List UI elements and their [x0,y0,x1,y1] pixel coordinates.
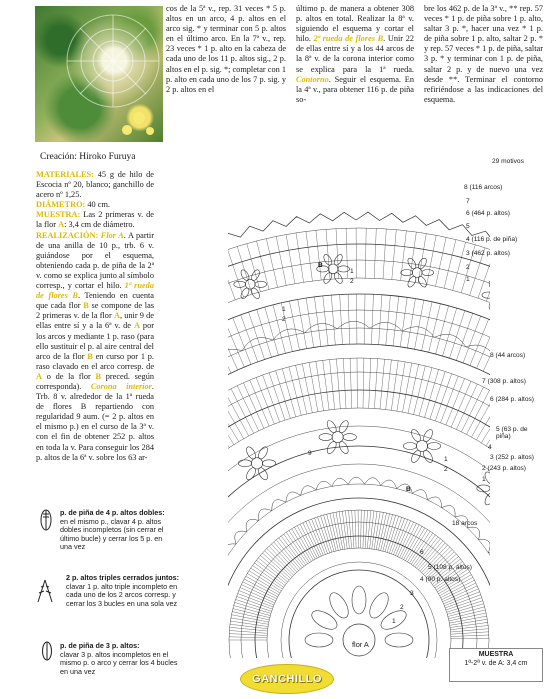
puff-stitch-3-icon [40,640,54,662]
flower-a-text: . A partir de una anilla de 10 p., trb. 6 v. guiándose por el esquema, obteniendo cada p. de piña de la 2ª v. como se explica junto al símbolo corresp., y cortar el hilo. [36,230,154,291]
petal [417,257,428,270]
stitch-mark [430,372,445,420]
petal [239,269,250,282]
stitch-mark [436,306,449,354]
petal [352,586,366,614]
stitch-mark [379,295,382,345]
credit-line: Creación: Hiroko Furuya [40,152,136,162]
flower-ref: A [36,371,42,381]
chain-arc [286,492,301,502]
right-text-column-1 [296,4,414,105]
stitch-mark [228,321,244,367]
stitch-mark [345,511,349,549]
stitch-mark [413,535,435,566]
label-flower-row-1: 1 [282,306,286,313]
stitch-mark [265,307,279,355]
stitch-mark [256,560,286,583]
chain-arc [305,323,337,332]
stitch-mark [447,601,483,613]
stitch-mark [282,369,296,417]
stitch-mark [414,366,426,415]
stitch-mark [230,627,268,631]
petal [487,298,490,311]
gauge-text: Las 2 primeras v. de la flor [36,210,154,230]
stitch-mark [228,324,238,370]
stitch-mark [339,512,345,550]
petal [366,590,392,621]
stitch-mark [374,359,377,409]
stitch-mark [483,326,490,371]
stitch-mark [237,596,273,609]
stitch-mark [253,565,284,587]
flower-b-motif [401,257,434,289]
stitch-mark [444,240,456,289]
stitch-mark [229,631,267,634]
flower-b-motif [238,445,275,481]
stitch-mark [260,555,289,580]
round-text: en curso por 1 p. raso clavado en el arco corresp. de [36,351,154,371]
stitch-mark [323,360,329,410]
stitch-mark [453,242,466,290]
stitch-mark [372,511,377,549]
gauge-text-2: : 3,4 cm de diámetro. [64,220,135,230]
label-flower-a: flor A [352,640,369,649]
chain-arc [466,345,490,360]
diameter-paragraph [36,200,154,210]
flower-ref: B [95,371,102,381]
stitch-mark [407,299,415,348]
stitch-mark [286,235,295,284]
stitch-mark [419,368,432,416]
gauge-box [449,648,543,682]
stitch-mark [409,531,430,563]
label-flower-row-1: 1 [350,268,354,275]
flower-a-label: Flor A [100,230,124,240]
stitch-mark [237,386,259,431]
stitch-mark [463,316,481,363]
petal [403,443,416,450]
stitch-mark [383,229,386,279]
flower-ref: B [83,301,89,311]
instructions-paragraph [36,231,154,463]
stitch-mark [408,364,419,413]
stitch-mark [394,520,408,555]
petal [305,633,333,647]
stitch-spokes [228,228,490,651]
round-text: se compone de las 2 primeras v. de la flor [36,301,154,321]
gauge-paragraph [36,210,154,230]
stitch-mark [436,237,447,286]
stitch-mark [369,358,371,408]
stitch-mark [249,312,265,359]
stitch-mark [228,250,244,297]
right-column-1-paragraph [296,4,414,105]
stitch-mark [445,595,481,608]
chain-arc [235,531,247,544]
stitch-mark [231,389,254,434]
stitch-mark [324,515,334,552]
stitch-mark [289,301,299,350]
stitch-mark [241,585,275,601]
label-inner-row-4: 4 [488,444,492,451]
stitch-mark [348,294,350,344]
stitch-mark [336,359,340,409]
label-inner-row-3: 3 (252 p. altos) [490,454,534,461]
right-column-text: . Seguir el esquema. En la 4ª v., para obtener 116 p. de piña so- [296,74,414,104]
label-flower-row-2: 2 [350,278,354,285]
stitch-mark [397,362,405,411]
stitch-mark [343,358,346,408]
label-outer-row-5: 5 [466,223,470,230]
realization-label: REALIZACIÓN: [36,230,99,240]
stitch-mark [269,373,285,420]
stitch-mark [393,296,399,346]
flower-center [328,264,338,274]
stitch-mark [352,510,354,548]
round-text: , unir 9 de ellas entre sí y a la 6ª v. de [36,311,154,331]
round-text: . Teniendo en cuenta que cada flor [36,291,154,311]
stitch-mark [330,360,335,410]
stitch-mark [284,534,306,565]
doily-photo-art [35,6,163,142]
stitch-mark [387,516,399,552]
gauge-flower-ref: A [58,220,65,230]
stitch-mark [355,510,356,548]
petal [326,590,352,621]
gauge-box-text: 1ª-2ª v. de A: 3,4 cm [464,660,528,667]
stitch-mark [401,231,407,281]
stitch-mark [363,358,364,408]
diameter-text: 40 cm. [85,200,110,210]
legend-puff-3 [60,642,178,676]
stitch-mark [450,622,488,627]
puff-stitch-4-icon [38,508,54,534]
stitch-mark [230,621,268,627]
chain-arc [273,329,305,340]
label-outer-row-2: 2 [466,264,470,271]
stitch-mark [425,370,439,418]
stitch-mark [254,563,285,586]
label-outer-row-1: 1 [466,276,470,283]
stitch-mark [451,632,489,634]
stitch-mark [446,598,482,610]
stitch-mark [229,637,267,638]
flower-center [416,440,427,451]
chain-arc [337,321,370,329]
stitch-mark [276,540,300,569]
materials-text: 45 g de hilo de Escocia nº 20, blanco; ganchillo de acero nº 1,25. [36,170,154,200]
label-motifs: 29 motivos [492,158,524,165]
label-center-row-4: 4 (90 p. altos) [420,576,461,583]
flower-b-motif [234,269,267,300]
gauge-label: MUESTRA: [36,210,81,220]
stitch-mark [342,511,347,549]
legend-triple-together [66,574,184,608]
stitch-mark [472,393,491,437]
stitch-mark [257,241,270,290]
stitch-mark [228,402,234,444]
label-outer-row-3: 3 (462 p. altos) [466,250,510,257]
stitch-mark [340,295,343,345]
label-center-row-1: 1 [392,618,396,625]
petal [255,281,267,287]
stitch-mark [451,635,489,637]
stitch-mark [276,371,291,419]
stitch-mark [234,606,271,616]
stitch-mark [279,538,303,568]
magazine-logo: GANCHILLO [240,664,334,694]
petal [309,607,340,633]
stitch-mark [231,618,268,624]
materials-label: MATERIALES: [36,170,94,179]
chain-arc [258,509,271,521]
flower-ref: B [87,351,93,361]
stitch-mark [350,358,352,408]
stitch-mark [306,231,313,281]
right-column-text: último p. de manera a obtener 308 p. altos en total. Realizar la 8ª v. siguiendo el esquema y cortar el hilo. [296,4,414,44]
stitch-mark [346,228,348,278]
row-ring [228,228,490,658]
materials-paragraph [36,170,154,200]
label-flower-row-1: 1 [444,456,448,463]
stitch-mark [456,313,473,360]
label-row-9: 9 [308,450,312,457]
row-ring [228,260,490,658]
stitch-mark [374,228,376,278]
legend-puff-4 [60,509,175,552]
stitch-mark [389,517,402,553]
row-ring [228,426,490,658]
petal [262,460,275,467]
stitch-mark [478,251,490,298]
stitch-mark [451,638,489,639]
legend-title: p. de piña de 4 p. altos dobles: [60,508,165,517]
label-outer-row-4: 4 (116 p. de piña) [466,236,518,243]
stitch-mark [422,302,433,351]
left-text-column [36,170,154,463]
petal [422,270,434,276]
label-center-row-3: 3 [410,590,414,597]
row-ring [228,390,490,658]
stitch-mark [263,375,280,422]
chain-arc [228,544,236,557]
stitch-mark [409,232,416,282]
stitch-mark [233,318,251,365]
label-outer-row-7: 7 [466,198,470,205]
stitch-mark [236,599,272,611]
chain-arc [427,497,441,508]
right-column-2-text: bre los 462 p. de la 3ª v., ** rep. 57 veces * 1 p. de piña sobre 1 p. alto, saltar 3 p. *, hacer una vez * 1 p. de piña sobre 1 p. alto, saltar 2 p. * y rep. 57 veces * 1 p. de piña, saltar 3 p. * y terminar con 1 p. de piña, saltar 2 p. y de nuevo una vez desde **. Terminar el contorno refiriéndose a las indicaciones del esquema. [424,4,543,104]
stitch-mark [386,360,392,410]
border-label: Contorno [296,74,329,84]
stitch-mark [331,295,335,345]
label-outer-row-6: 6 (464 p. altos) [466,210,510,217]
right-text-column-2 [424,4,543,105]
stitch-mark [314,297,321,347]
label-inner-row-1: 1 [482,476,486,483]
stitch-mark [361,510,362,548]
stitch-mark [286,532,307,564]
stitch-mark [229,634,267,636]
label-inner-row-2: 2 (243 p. altos) [482,465,526,472]
label-center-row-2: 2 [400,604,404,611]
petal [238,460,251,467]
stitch-mark [450,311,465,359]
stitch-mark [448,607,485,617]
stitch-mark [228,253,235,300]
petal [319,434,332,441]
stitch-mark [467,390,490,434]
label-outer-row-8: 8 (116 arcos) [464,184,503,191]
flower-b-motif [403,428,440,464]
stitch-mark [363,510,365,548]
row-ring [228,372,490,658]
stitch-mark [450,619,488,625]
chain-arc [246,519,259,531]
stitch-mark [435,374,451,421]
chain-arc [467,527,479,540]
row-ring [228,358,490,658]
petal [385,633,413,647]
legend-title: 2 p. altos triples cerrados juntos: [66,573,180,582]
stitch-mark [429,304,441,353]
stitch-mark [415,300,424,349]
stitch-mark [400,297,407,347]
stitch-mark [251,568,283,589]
stitch-mark [391,361,398,411]
label-flower-row-2: 2 [282,316,286,323]
flower-b-motif [319,419,356,455]
petal [338,266,350,272]
legend-title: p. de piña de 3 p. altos: [60,641,140,650]
stitch-mark [306,298,314,347]
stitch-mark [374,512,380,550]
stitch-mark [444,592,479,606]
stitch-mark [447,604,484,615]
label-inner-row-8: 8 (44 arcos) [490,352,526,359]
label-flower-b: B [406,486,411,493]
stitch-mark [323,296,328,346]
chain-arc [370,322,403,331]
stitch-mark [296,365,307,414]
petal [250,269,261,282]
stitch-mark [415,537,438,567]
round-text: por los arcos y mediante 1 p. raso (para ello sustituir el p. al aire central del arco de la flor [36,321,154,361]
right-column-text: . Unir 22 de ellas entre sí y a los 44 arcos de la 8ª v. de la corona interior como se explica para la 1ª rueda. [296,34,414,74]
label-center-row-6: 6 [420,549,424,556]
stitch-mark [365,228,366,278]
stitch-mark [315,518,328,554]
label-flower-row-2: 2 [444,466,448,473]
gauge-box-title: MUESTRA [478,651,514,658]
stitch-mark [481,400,490,443]
petal [487,279,490,292]
stitch-mark [386,295,391,345]
stitch-mark [266,239,277,288]
round-1-label: 1ª rueda de flores B [36,281,154,301]
middle-text-column [166,4,286,95]
flower-center [332,432,343,443]
petal [401,270,413,276]
stitch-mark [239,591,274,605]
label-center-row-5: 5 (108 p. altos) [428,564,472,571]
inner-crown-text: . Trb. 8 v. alrededor de la 1ª rueda de flores B repartiendo con regularidad 9 aum. (= 2 p. altos en el mismo p.) en el curso de la 3ª v. con el fin de obtener 252 p. altos en toda la v. Para conseguir los 284 p. altos de la 6ª v. sobre los 63 ar- [36,381,154,462]
stitch-mark [276,236,286,285]
inner-crown-label: Corona interior [90,381,152,391]
stitch-mark [470,319,489,365]
flower-ref: A [133,321,140,331]
flower-ref: A [113,311,120,321]
stitch-mark [298,300,307,349]
chain-arc [381,480,397,489]
stitch-mark [371,294,373,344]
project-photo [35,6,163,142]
stitch-mark [349,510,352,548]
label-18-arcs: 18 arcos [452,520,478,527]
stitch-mark [296,233,304,282]
round-text: o de la flor [42,371,96,381]
stitch-mark [392,230,397,280]
stitch-mark [364,294,365,344]
label-inner-row-7: 7 (308 p. altos) [482,378,526,385]
stitch-mark [365,510,368,548]
stitch-mark [258,558,287,582]
stitch-mark [289,367,301,415]
round-2-label: 2ª rueda de flores B [313,34,384,44]
stitch-mark [281,536,304,566]
triple-treble-together-icon [36,578,54,604]
label-inner-row-6: 6 (284 p. altos) [490,396,534,403]
flower-center [251,458,262,469]
petal [427,443,440,450]
stitch-mark [380,359,385,409]
stitch-mark [383,514,393,551]
stitch-mark [476,397,490,440]
legend-text: clavar 1 p. alto triple incompleto en cada uno de los 2 arcos corresp. y cerrar los 3 bucles en una sola vez [66,581,178,608]
middle-column-text: cos de la 5ª v., rep. 31 veces * 5 p. altos en un arco, 4 p. altos en el arco sig. * y terminar con 5 p. altos en el último arco. En la 7ª v., rep. 23 veces * 1 p. alto en la cabeza de cada uno de los 11 p. altos sig., 2 p. altos en el p. sig. *; completar con 1 p. alto en cada uno de los 7 p. sig. y 2 p. altos en el [166,4,286,94]
chain-arc [348,477,364,484]
stitch-mark [403,363,412,412]
stitch-mark [257,310,272,358]
round-text: preced. según corresponda). [36,371,155,391]
petal [234,281,246,287]
label-inner-row-5: 5 (63 p. de piña) [496,426,528,440]
stitch-mark [316,361,324,410]
petal [343,434,356,441]
chain-arc [316,481,332,490]
label-flower-b: B [318,262,323,269]
chain-arc [412,490,427,500]
stitch-mark [230,624,268,629]
diameter-label: DIÁMETRO: [36,200,86,210]
legend-text: en el mismo p., clavar 4 p. altos dobles incompletos (sin cerrar el último bucle) y cerrar los 5 p. en una vez [60,516,164,552]
stitch-mark [443,308,457,356]
stitch-mark [318,517,330,553]
stitch-mark [316,230,321,280]
stitch-mark [486,254,490,301]
stitch-mark [427,235,436,284]
legend-text: clavar 3 p. altos incompletos en el mismo p. o arco y cerrar los 4 bucles en una vez [60,649,178,676]
